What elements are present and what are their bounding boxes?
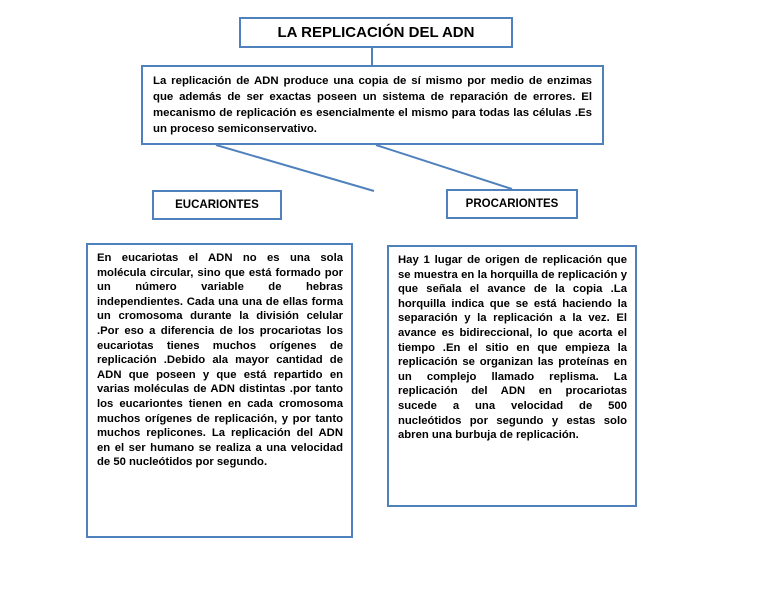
eucariontes-label-box <box>152 190 282 220</box>
intro-box <box>141 65 604 145</box>
eucariontes-text: En eucariotas el ADN no es una sola molécula circular, sino que está formado por un número variable de hebras independientes. Cada una una de ellas forma un cromosoma durante la división celular .Por eso a diferencia de los procariotas los eucariotas tienes muchos orígenes de replicación .Debido ala mayor cantidad de ADN que poseen y que está repartido en varias moléculas de ADN distintas .por tanto los eucariontes tienen en cada cromosoma muchos orígenes de replicación, y por tanto muchos replicones. La replicación del ADN en el ser humano se realiza a una velocidad de 50 nucleótidos por segundo. <box>97 252 343 469</box>
connector-intro-to-procariontes <box>376 145 512 189</box>
page-title: LA REPLICACIÓN DEL ADN <box>277 24 475 41</box>
intro-text: La replicación de ADN produce una copia de sí mismo por medio de enzimas que además de ser exactas poseen un sistema de reparación de errores. El mecanismo de replicación es esencialmente el mismo para todas las células .Es un proceso semiconservativo. <box>153 75 592 135</box>
title-box <box>239 17 513 48</box>
procariontes-text: Hay 1 lugar de origen de replicación que se muestra en la horquilla de replicación y que señala el avance de la copia .La horquilla indica que se está haciendo la separación y la replicación a la vez. El avance es bidireccional, lo que acorta el tiempo .En el sitio en que empieza la replicación se organizan las proteínas en un complejo llamado replisma. La replicación del ADN en procariotas sucede a una velocidad de 500 nucleótidos por segundo y estas solo abren una burbuja de replicación. <box>398 254 627 442</box>
procariontes-label-box <box>446 189 578 219</box>
eucariontes-text-box <box>86 243 353 538</box>
procariontes-label: PROCARIONTES <box>465 198 559 210</box>
eucariontes-label: EUCARIONTES <box>175 199 259 211</box>
procariontes-text-box <box>387 245 637 507</box>
connector-intro-to-center <box>216 145 374 191</box>
